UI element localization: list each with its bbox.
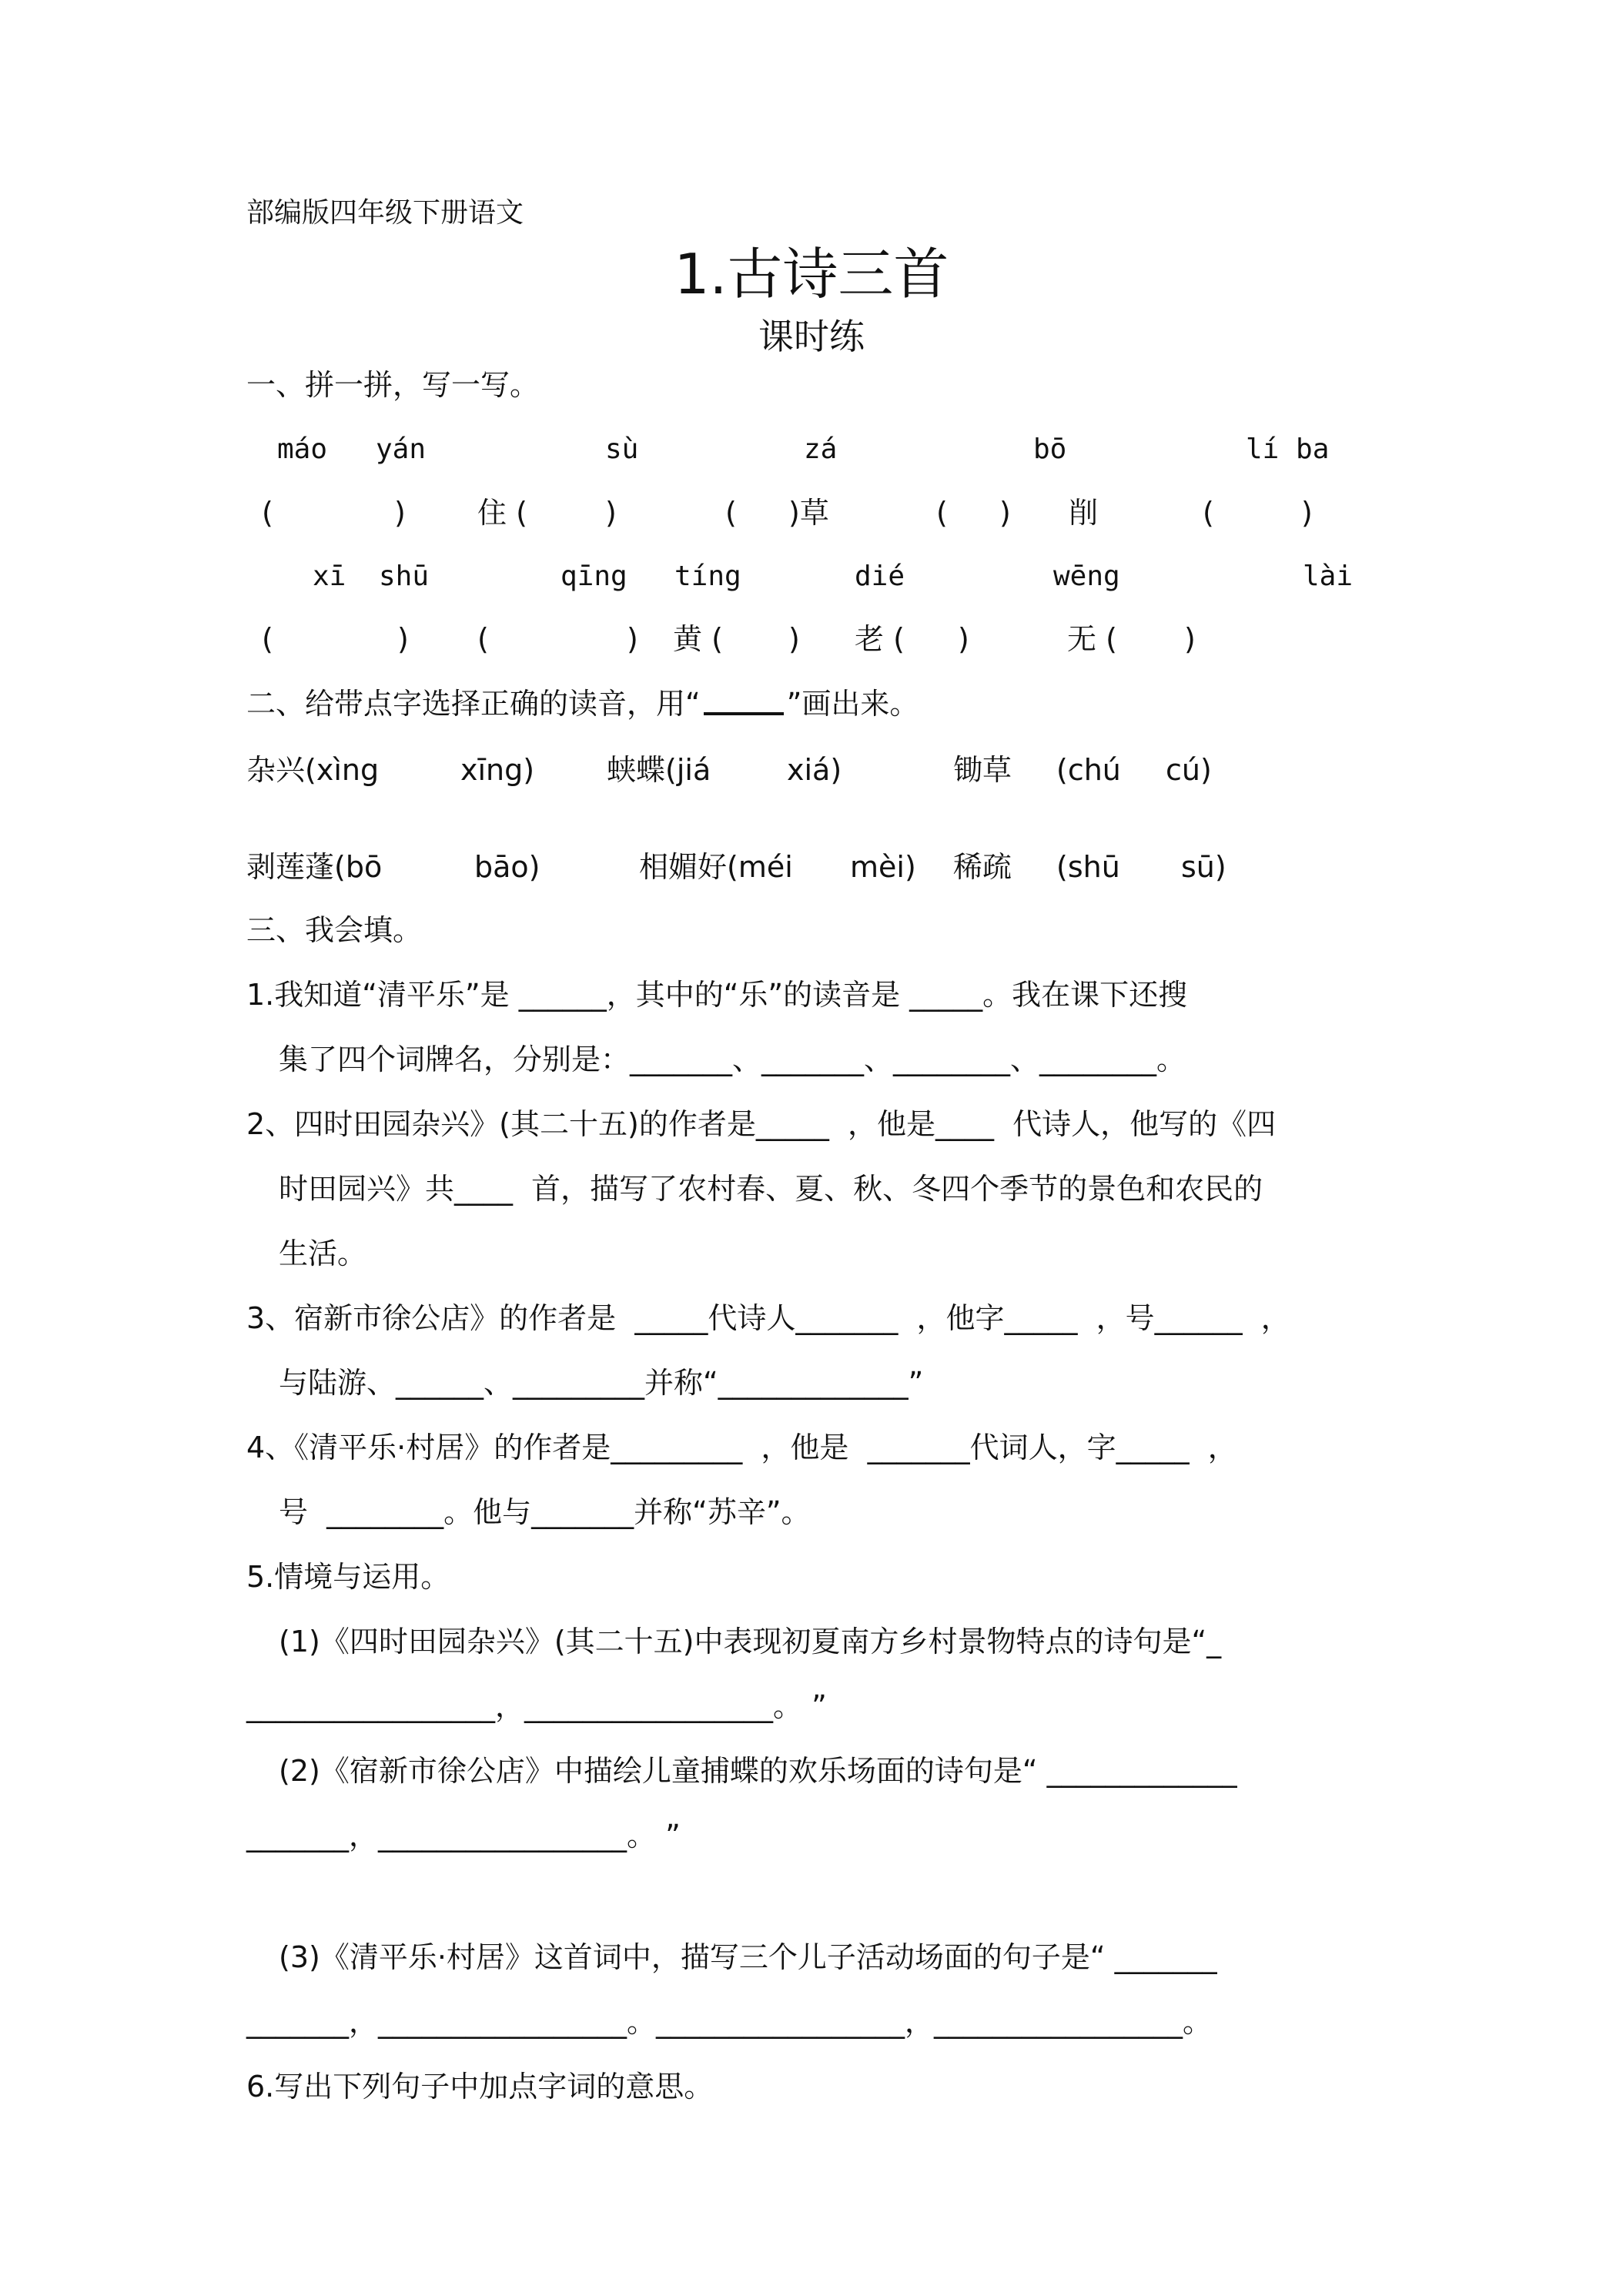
pinyin-item: dié [855,561,905,592]
heading-text: ”画出来。 [786,687,919,721]
question-line: 6.写出下列句子中加点字词的意思。 [246,2070,714,2104]
blank-open: ( [725,496,737,530]
pinyin-item: yán [376,433,427,465]
pinyin-item: tíng [674,561,741,592]
question-line: _______，_________________。 ” [246,1819,681,1853]
blank-char: 无 ( [1067,622,1117,656]
pinyin-item: xī [313,561,346,592]
reading-item: 锄草 [953,753,1012,787]
reading-item: bāo) [474,850,540,884]
question-line: _______，_________________。_________________，_________________。 [246,2005,1213,2039]
blank-char: 削 [1069,496,1099,530]
pinyin-item: bō [1033,433,1067,465]
underline-sample [704,712,784,715]
question-line: 时田园兴》共____ 首，描写了农村春、夏、秋、冬四个季节的景色和农民的 [279,1172,1263,1206]
pinyin-item: zá [804,433,838,465]
pinyin-item: qīng [561,561,627,592]
question-line: 1.我知道“清平乐”是 ______，其中的“乐”的读音是 _____。我在课下还搜 [246,978,1188,1012]
reading-item: sū) [1181,850,1226,884]
heading-text: 二、给带点字选择正确的读音，用“ [246,687,701,721]
question-line: 2、四时田园杂兴》(其二十五)的作者是_____ ，他是____ 代诗人，他写的《四 [246,1107,1277,1141]
question-line: 生活。 [279,1237,367,1270]
reading-item: 相媚好(méi [639,850,793,884]
question-line: (3)《清平乐·村居》这首词中，描写三个儿子活动场面的句子是“ _______ [279,1940,1217,1974]
reading-item: 蛱蝶(jiá [607,753,711,787]
section3-heading: 三、我会填。 [246,913,423,947]
reading-item: cú) [1166,753,1212,787]
pinyin-item: máo [277,433,328,465]
blank-close: ) [394,496,406,530]
blank-open: ( [477,622,489,656]
blank-close: ) [605,496,617,530]
question-line: 4、《清平乐·村居》的作者是_________ ，他是 _______代词人，字_____ ， [246,1431,1237,1464]
pinyin-item: lí ba [1246,433,1330,465]
blank-close: ) [1301,496,1313,530]
pinyin-item: sù [605,433,639,465]
header-note: 部编版四年级下册语文 [246,197,524,229]
blank-close: ) [958,622,969,656]
question-line: (2)《宿新市徐公店》中描绘儿童捕蝶的欢乐场面的诗句是“ _____________ [279,1754,1237,1788]
question-line: (1)《四时田园杂兴》(其二十五)中表现初夏南方乡村景物特点的诗句是“_ [279,1625,1222,1658]
blank-char: 住 ( [477,496,527,530]
reading-item: xiá) [787,753,842,787]
question-line: 号 ________。他与_______并称“苏辛”。 [279,1495,811,1529]
pinyin-item: wēng [1053,561,1120,592]
question-line: 5.情境与运用。 [246,1560,450,1594]
reading-item: (chú [1056,753,1121,787]
blank-open: ( [262,496,273,530]
question-line: 与陆游、______、_________并称“_____________” [279,1366,924,1400]
blank-close: ) [999,496,1011,530]
page-subtitle: 课时练 [758,316,865,357]
page-title: 1.古诗三首 [674,242,949,306]
blank-char: 老 ( [855,622,905,656]
question-line: 集了四个词牌名，分别是：_______、_______、________、________。 [279,1043,1186,1076]
reading-item: 剥莲蓬(bō [246,850,383,884]
reading-item: (shū [1056,850,1120,884]
blank-open: ( [936,496,948,530]
blank-char: )草 [788,496,829,530]
section1-heading: 一、拼一拼，写一写。 [246,368,540,402]
reading-item: mèi) [850,850,916,884]
reading-item: 稀疏 [953,850,1012,884]
pinyin-item: shū [379,561,430,592]
blank-close: ) [397,622,409,656]
blank-char: 黄 ( [673,622,723,656]
pinyin-item: lài [1303,561,1354,592]
blank-close: ) [627,622,638,656]
reading-item: 杂兴(xìng [246,753,380,787]
blank-open: ( [1203,496,1214,530]
question-line: 3、宿新市徐公店》的作者是 _____代诗人_______ ，他字_____ ，号______ ， [246,1301,1290,1335]
section2-heading [246,685,919,722]
reading-item: xīng) [460,753,535,787]
blank-close: ) [1184,622,1196,656]
blank-close: ) [788,622,800,656]
blank-open: ( [262,622,273,656]
question-line: _________________，_________________。 ” [246,1689,827,1723]
